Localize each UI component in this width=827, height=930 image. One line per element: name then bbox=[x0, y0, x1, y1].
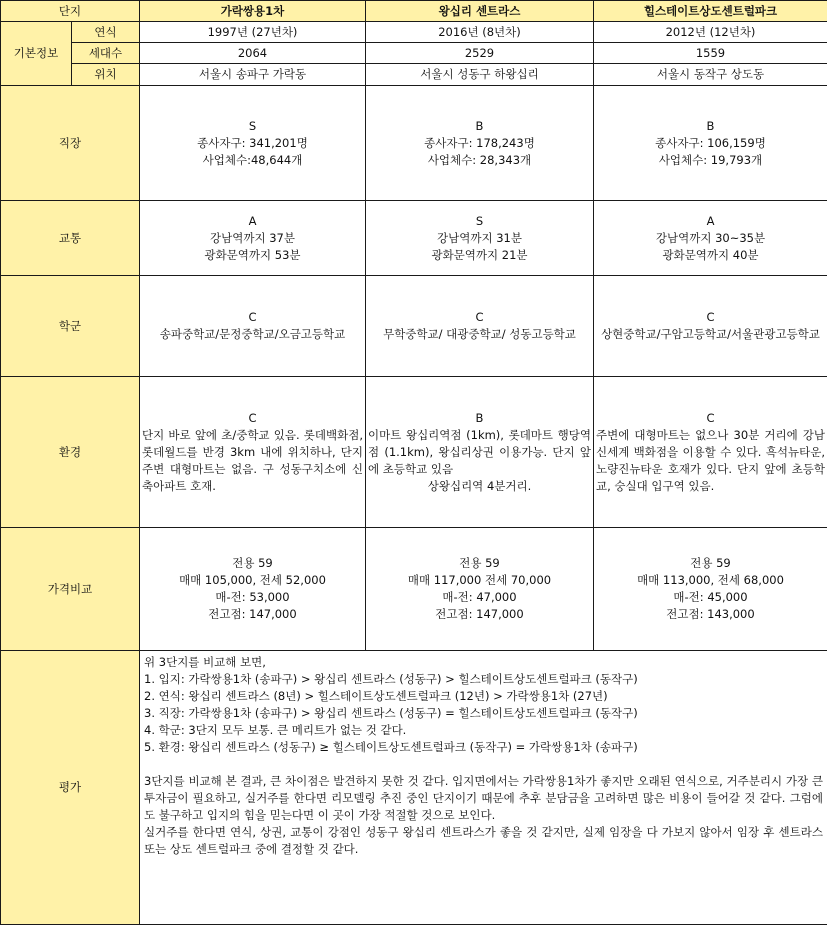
location-row bbox=[1, 64, 827, 86]
job-grade-2: B bbox=[475, 118, 484, 133]
evaluation-item-job: 3. 직장: 가락쌍용1차 (송파구) > 왕십리 센트라스 (성동구) = 힐스테이트상도센트럴파크 (동작구) bbox=[144, 706, 638, 720]
job-businesses-2: 사업체수: 28,343개 bbox=[427, 152, 532, 167]
environment-grade-2: B bbox=[475, 410, 484, 425]
year-row bbox=[1, 22, 827, 43]
job-grade-1: S bbox=[248, 118, 257, 133]
households-row bbox=[1, 43, 827, 64]
job-businesses-3: 사업체수: 19,793개 bbox=[658, 152, 763, 167]
evaluation-item-environment: 5. 환경: 왕십리 센트라스 (성동구) ≥ 힐스테이트상도센트럴파크 (동작구) = 가락쌍용1차 (송파구) bbox=[144, 740, 638, 754]
price-peak-1: 전고점: 147,000 bbox=[208, 607, 297, 621]
households-value-2: 2529 bbox=[366, 43, 594, 64]
school-grade-2: C bbox=[475, 310, 484, 324]
evaluation-cell bbox=[140, 651, 827, 925]
job-row bbox=[1, 86, 827, 201]
evaluation-item-location: 1. 입지: 가락쌍용1차 (송파구) > 왕십리 센트라스 (성동구) > 힐스테이트상도센트럴파크 (동작구) bbox=[144, 672, 638, 686]
transport-gangnam-3: 강남역까지 30~35분 bbox=[655, 230, 766, 245]
evaluation-conclusion-1: 3단지를 비교해 본 결과, 큰 차이점은 발견하지 못한 것 같다. 입지면에서는 가락쌍용1차가 좋지만 오래된 연식으로, 거주분리시 가장 큰 투자금이 필요하고, 실거주를 한다면 리모델링 추진 중인 단지이기 때문에 추후 분담금을 고려하면 많은 비용이 들어갈 것 같다. 그럼에도 불구하고 입지의 힘을 믿는다면 이 곳이 가장 적절할 것으로 보인다. bbox=[144, 774, 823, 822]
evaluation-spacer bbox=[144, 756, 823, 773]
job-cell-1 bbox=[140, 86, 366, 201]
job-cell-3 bbox=[594, 86, 827, 201]
school-grade-3: C bbox=[706, 310, 715, 324]
price-size-1: 전용 59 bbox=[232, 556, 273, 570]
environment-cell-1 bbox=[140, 377, 366, 528]
year-value-3: 2012년 (12년차) bbox=[594, 22, 827, 43]
evaluation-conclusion-2: 실거주를 한다면 연식, 상권, 교통이 강점인 성동구 왕십리 센트라스가 좋을 것 같지만, 실제 임장을 다 가보지 않아서 임장 후 센트라스 또는 상도 센트럴파크 중에 결정할 것 같다. bbox=[144, 825, 823, 856]
transport-cell-2 bbox=[366, 201, 594, 276]
environment-text-2: 이마트 왕십리역점 (1km), 롯데마트 행당역점 (1.1km), 왕십리상권 이용가능. 단지 앞에 초등학교 있음 bbox=[368, 427, 591, 476]
evaluation-item-school: 4. 학군: 3단지 모두 보통. 큰 메리트가 없는 것 같다. bbox=[144, 723, 407, 737]
environment-grade-1: C bbox=[248, 410, 257, 425]
price-gap-2: 매-전: 47,000 bbox=[442, 590, 517, 604]
transport-gangnam-2: 강남역까지 31분 bbox=[437, 230, 522, 245]
evaluation-row bbox=[1, 651, 827, 925]
complex-name-2: 왕십리 센트라스 bbox=[366, 1, 594, 22]
price-peak-2: 전고점: 147,000 bbox=[435, 607, 524, 621]
school-list-2: 무학중학교/ 대광중학교/ 성동고등학교 bbox=[383, 327, 576, 341]
price-cell-1 bbox=[140, 528, 366, 651]
environment-grade-3: C bbox=[706, 410, 715, 425]
location-label: 위치 bbox=[72, 64, 140, 86]
transport-grade-1: A bbox=[248, 213, 257, 228]
environment-text-1: 단지 바로 앞에 초/중학교 있음. 롯데백화점, 롯데월드를 반경 3km 내에 위치하나, 단지주변 대형마트는 없음. 구 성동구치소에 신축아파트 호재. bbox=[142, 427, 363, 493]
households-label: 세대수 bbox=[72, 43, 140, 64]
price-cell-3 bbox=[594, 528, 827, 651]
households-value-1: 2064 bbox=[140, 43, 366, 64]
location-value-1: 서울시 송파구 가락동 bbox=[140, 64, 366, 86]
location-value-2: 서울시 성동구 하왕십리 bbox=[366, 64, 594, 86]
transport-row bbox=[1, 201, 827, 276]
price-size-2: 전용 59 bbox=[459, 556, 500, 570]
evaluation-item-year: 2. 연식: 왕십리 센트라스 (8년) > 힐스테이트상도센트럴파크 (12년) > 가락쌍용1차 (27년) bbox=[144, 689, 608, 703]
header-row bbox=[1, 1, 827, 22]
header-label: 단지 bbox=[1, 1, 140, 22]
job-workers-1: 종사자구: 341,201명 bbox=[197, 135, 308, 150]
environment-text-3: 주변에 대형마트는 없으나 30분 거리에 강남 신세계 백화점을 이용할 수 있다. 흑석뉴타운, 노량진뉴타운 호재가 있다. 단지 앞에 초등학교, 숭실대 입구역 있음. bbox=[596, 427, 825, 493]
location-value-3: 서울시 동작구 상도동 bbox=[594, 64, 827, 86]
job-workers-3: 종사자구: 106,159명 bbox=[655, 135, 766, 150]
price-row bbox=[1, 528, 827, 651]
school-list-3: 상현중학교/구암고등학교/서울관광고등학교 bbox=[601, 327, 820, 341]
school-grade-1: C bbox=[248, 310, 257, 324]
school-cell-1 bbox=[140, 276, 366, 377]
school-row bbox=[1, 276, 827, 377]
transport-cell-1 bbox=[140, 201, 366, 276]
environment-cell-2 bbox=[366, 377, 594, 528]
transport-label: 교통 bbox=[1, 201, 140, 276]
transport-grade-2: S bbox=[475, 213, 484, 228]
price-sale-rent-2: 매매 117,000 전세 70,000 bbox=[407, 573, 552, 587]
year-label: 연식 bbox=[72, 22, 140, 43]
households-value-3: 1559 bbox=[594, 43, 827, 64]
price-sale-rent-1: 매매 105,000, 전세 52,000 bbox=[179, 573, 326, 587]
year-value-2: 2016년 (8년차) bbox=[366, 22, 594, 43]
price-gap-3: 매-전: 45,000 bbox=[673, 590, 748, 604]
environment-label: 환경 bbox=[1, 377, 140, 528]
price-label: 가격비교 bbox=[1, 528, 140, 651]
price-gap-1: 매-전: 53,000 bbox=[215, 590, 290, 604]
price-peak-3: 전고점: 143,000 bbox=[666, 607, 755, 621]
job-grade-3: B bbox=[706, 118, 715, 133]
complex-name-3: 힐스테이트상도센트럴파크 bbox=[594, 1, 827, 22]
transport-gwanghwamun-1: 광화문역까지 53분 bbox=[204, 247, 301, 262]
transport-cell-3 bbox=[594, 201, 827, 276]
school-cell-3 bbox=[594, 276, 827, 377]
school-list-1: 송파중학교/문정중학교/오금고등학교 bbox=[159, 327, 346, 341]
job-workers-2: 종사자구: 178,243명 bbox=[424, 135, 535, 150]
transport-gwanghwamun-2: 광화문역까지 21분 bbox=[431, 247, 528, 262]
evaluation-label: 평가 bbox=[1, 651, 140, 925]
price-size-3: 전용 59 bbox=[690, 556, 731, 570]
price-sale-rent-3: 매매 113,000, 전세 68,000 bbox=[637, 573, 784, 587]
school-label: 학군 bbox=[1, 276, 140, 377]
transport-gangnam-1: 강남역까지 37분 bbox=[210, 230, 295, 245]
year-value-1: 1997년 (27년차) bbox=[140, 22, 366, 43]
school-cell-2 bbox=[366, 276, 594, 377]
complex-name-1: 가락쌍용1차 bbox=[140, 1, 366, 22]
job-label: 직장 bbox=[1, 86, 140, 201]
price-cell-2 bbox=[366, 528, 594, 651]
evaluation-intro: 위 3단지를 비교해 보면, bbox=[144, 655, 266, 669]
job-cell-2 bbox=[366, 86, 594, 201]
job-businesses-1: 사업체수:48,644개 bbox=[202, 152, 303, 167]
environment-cell-3 bbox=[594, 377, 827, 528]
environment-row bbox=[1, 377, 827, 528]
environment-text-2b: 상왕십리역 4분거리. bbox=[427, 478, 532, 493]
transport-gwanghwamun-3: 광화문역까지 40분 bbox=[662, 247, 759, 262]
transport-grade-3: A bbox=[706, 213, 715, 228]
basic-info-label: 기본정보 bbox=[1, 22, 72, 86]
